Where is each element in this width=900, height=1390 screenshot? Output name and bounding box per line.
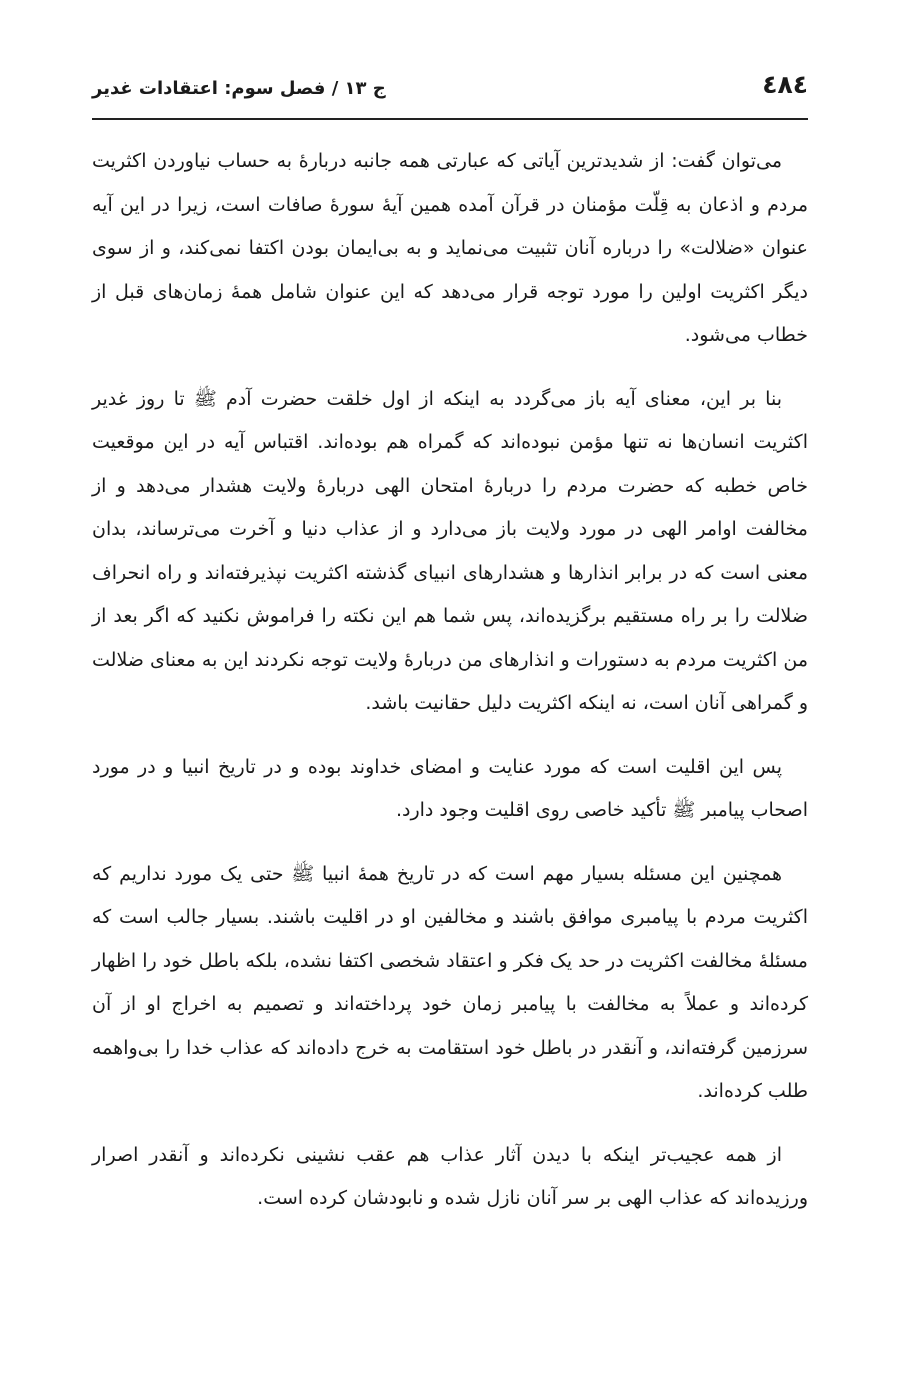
paragraph: همچنین این مسئله بسیار مهم است که در تاریخ همۀ انبیا ﷺ حتی یک مورد نداریم که اکثریت مردم با پیامبری موافق باشند و مخالفین او در اقلیت باشند. بسیار جالب است که مسئلۀ مخالفت اکثریت در حد یک فکر و اعتقاد شخصی اکتفا نشده، بلکه باطل خود را اظهار کرده‌اند و عملاً به مخالفت با پیامبر زمان خود پرداخته‌اند و تصمیم به اخراج او از آن سرزمین گرفته‌اند، و آنقدر در باطل خود استقامت به خرج داده‌اند که عذاب خدا را بی‌واهمه طلب کرده‌اند. xyxy=(92,862,808,1102)
header-divider xyxy=(92,118,808,120)
running-header xyxy=(92,64,808,118)
body-text xyxy=(92,140,808,1241)
paragraph: می‌توان گفت: از شدیدترین آیاتی که عبارتی همه جانبه دربارۀ به حساب نیاوردن اکثریت مردم و اذعان به قِلّت مؤمنان در قرآن آمده همین آیۀ سورۀ صافات است، زیرا در این آیه عنوان «ضلالت» را درباره آنان تثبیت می‌نماید و به بی‌ایمان بودن اکتفا نمی‌کند، و از سوی دیگر اکثریت اولین را مورد توجه قرار می‌دهد که این عنوان شامل همۀ زمان‌های قبل از خطاب می‌شود. xyxy=(92,150,808,346)
paragraph: پس این اقلیت است که مورد عنایت و امضای خداوند بوده و در تاریخ انبیا و در مورد اصحاب پیامبر ﷺ تأکید خاصی روی اقلیت وجود دارد. xyxy=(92,755,808,821)
page-number: ٤٨٤ xyxy=(762,70,808,99)
chapter-title: ج ١٣ / فصل سوم: اعتقادات غدیر xyxy=(92,78,386,99)
paragraph: بنا بر این، معنای آیه باز می‌گردد به اینکه از اول خلقت حضرت آدم ﷺ تا روز غدیر اکثریت انسان‌ها نه تنها مؤمن نبوده‌اند که گمراه هم بوده‌اند. اقتباس آیه در این موقعیت خاص خطبه که حضرت مردم را دربارۀ امتحان الهی دربارۀ ولایت هشدار می‌دهد و از مخالفت اوامر الهی در مورد ولایت باز می‌دارد و از عذاب دنیا و آخرت می‌ترساند، بدان معنی است که در برابر انذارها و هشدارهای انبیای گذشته اکثریت نپذیرفته‌اند و راه انحراف ضلالت را بر راه مستقیم برگزیده‌اند، پس شما هم این نکته را فراموش نکنید که اگر بعد از من اکثریت مردم به دستورات و انذارهای من دربارۀ ولایت توجه نکردند این به معنای ضلالت و گمراهی آنان است، نه اینکه اکثریت دلیل حقانیت باشد. xyxy=(92,387,808,714)
paragraph: از همه عجیب‌تر اینکه با دیدن آثار عذاب هم عقب نشینی نکرده‌اند و آنقدر اصرار ورزیده‌اند که عذاب الهی بر سر آنان نازل شده و نابودشان کرده است. xyxy=(92,1143,808,1209)
